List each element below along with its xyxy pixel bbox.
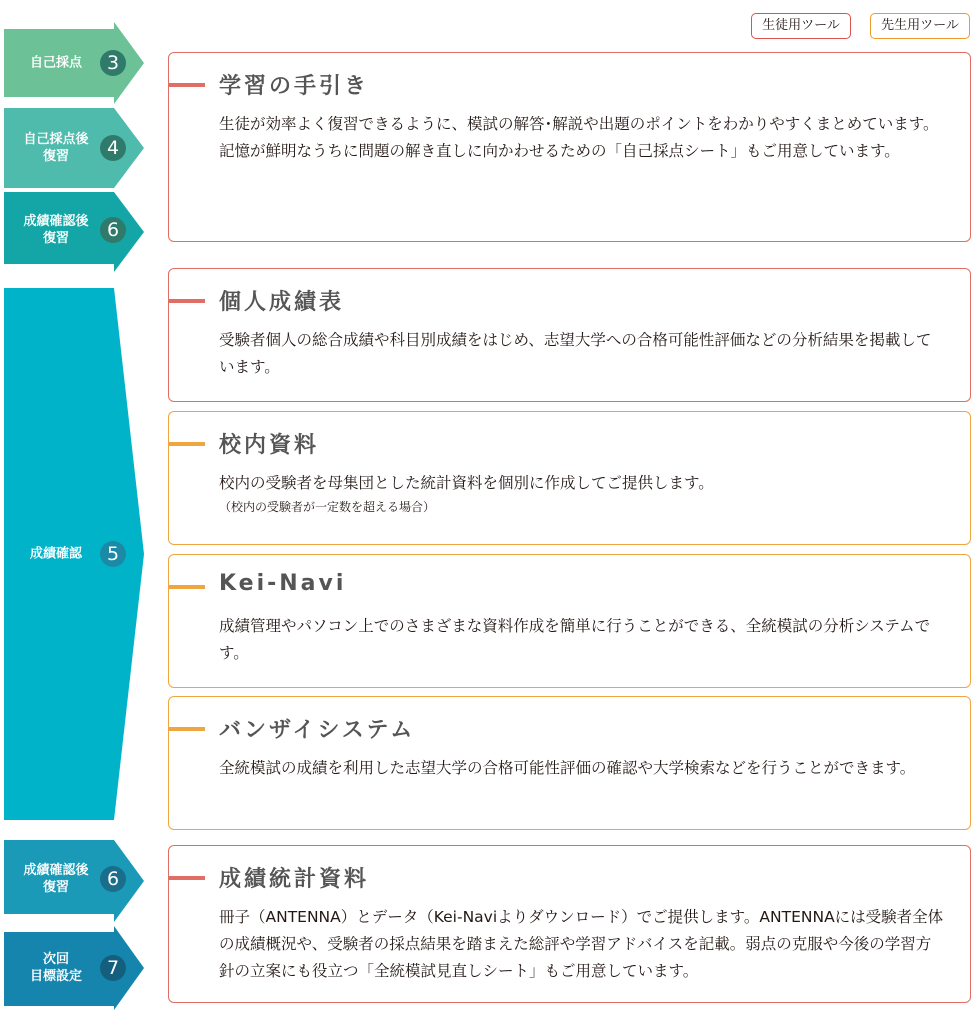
card-school-materials bbox=[168, 411, 971, 545]
teacher-tool-legend: 先生用ツール bbox=[870, 13, 970, 39]
card-body: 全統模試の成績を利用した志望大学の合格可能性評価の確認や大学検索などを行うことができます。 bbox=[219, 759, 916, 777]
step-label: 自己採点後 復習 bbox=[23, 132, 89, 164]
card-note: （校内の受験者が一定数を超える場合） bbox=[219, 500, 436, 514]
card-title: 校内資料 bbox=[219, 433, 320, 458]
card-accent-bar bbox=[169, 442, 205, 446]
card-accent-bar bbox=[169, 585, 205, 589]
card-accent-bar bbox=[169, 83, 205, 87]
step-number-badge: 3 bbox=[100, 50, 126, 76]
step-number-badge: 7 bbox=[100, 955, 126, 981]
step-number-badge: 4 bbox=[100, 135, 126, 161]
card-kei-navi bbox=[168, 554, 971, 688]
card-title: 成績統計資料 bbox=[219, 867, 370, 892]
card-personal-report bbox=[168, 268, 971, 402]
card-body-text: 校内の受験者を母集団とした統計資料を個別に作成してご提供します。 bbox=[219, 474, 714, 492]
step-label: 成績確認後 復習 bbox=[23, 214, 89, 246]
step-label: 成績確認 bbox=[29, 546, 82, 562]
student-tool-legend: 生徒用ツール bbox=[751, 13, 851, 39]
card-body: 冊子（ANTENNA）とデータ（Kei-Naviよりダウンロード）でご提供します。ANTENNAには受験者全体の成績概況や、受験者の採点結果を踏まえた総評や学習アドバイスを記載。弱点の克服や今後の学習方針の立案にも役立つ「全統模試見直しシート」もご用意しています。 bbox=[219, 908, 944, 980]
step-label: 自己採点 bbox=[29, 55, 82, 71]
card-accent-bar bbox=[169, 299, 205, 303]
step-label: 次回 目標設定 bbox=[29, 952, 82, 984]
card-title: 個人成績表 bbox=[219, 290, 345, 315]
card-body: 成績管理やパソコン上でのさまざまな資料作成を簡単に行うことができる、全統模試の分析システムです。 bbox=[219, 617, 931, 662]
card-banzai-system bbox=[168, 696, 971, 830]
step-number-badge: 6 bbox=[100, 217, 126, 243]
card-title: バンザイシステム bbox=[219, 718, 416, 743]
card-study-guide bbox=[168, 52, 971, 242]
card-statistics-materials bbox=[168, 845, 971, 1003]
card-accent-bar bbox=[169, 876, 205, 880]
card-title: 学習の手引き bbox=[219, 74, 370, 99]
step-label: 成績確認後 復習 bbox=[23, 863, 89, 895]
step-number-badge: 5 bbox=[100, 541, 126, 567]
card-title: Kei-Navi bbox=[219, 571, 347, 596]
card-body: 受験者個人の総合成績や科目別成績をはじめ、志望大学への合格可能性評価などの分析結果を掲載しています。 bbox=[219, 331, 932, 376]
card-body bbox=[219, 470, 946, 517]
step-column bbox=[0, 0, 160, 1020]
step-number-badge: 6 bbox=[100, 866, 126, 892]
card-body: 生徒が効率よく復習できるように、模試の解答･解説や出題のポイントをわかりやすくまとめています。 記憶が鮮明なうちに問題の解き直しに向かわせるための「自己採点シート」もご用意しています。 bbox=[219, 115, 939, 160]
card-accent-bar bbox=[169, 727, 205, 731]
